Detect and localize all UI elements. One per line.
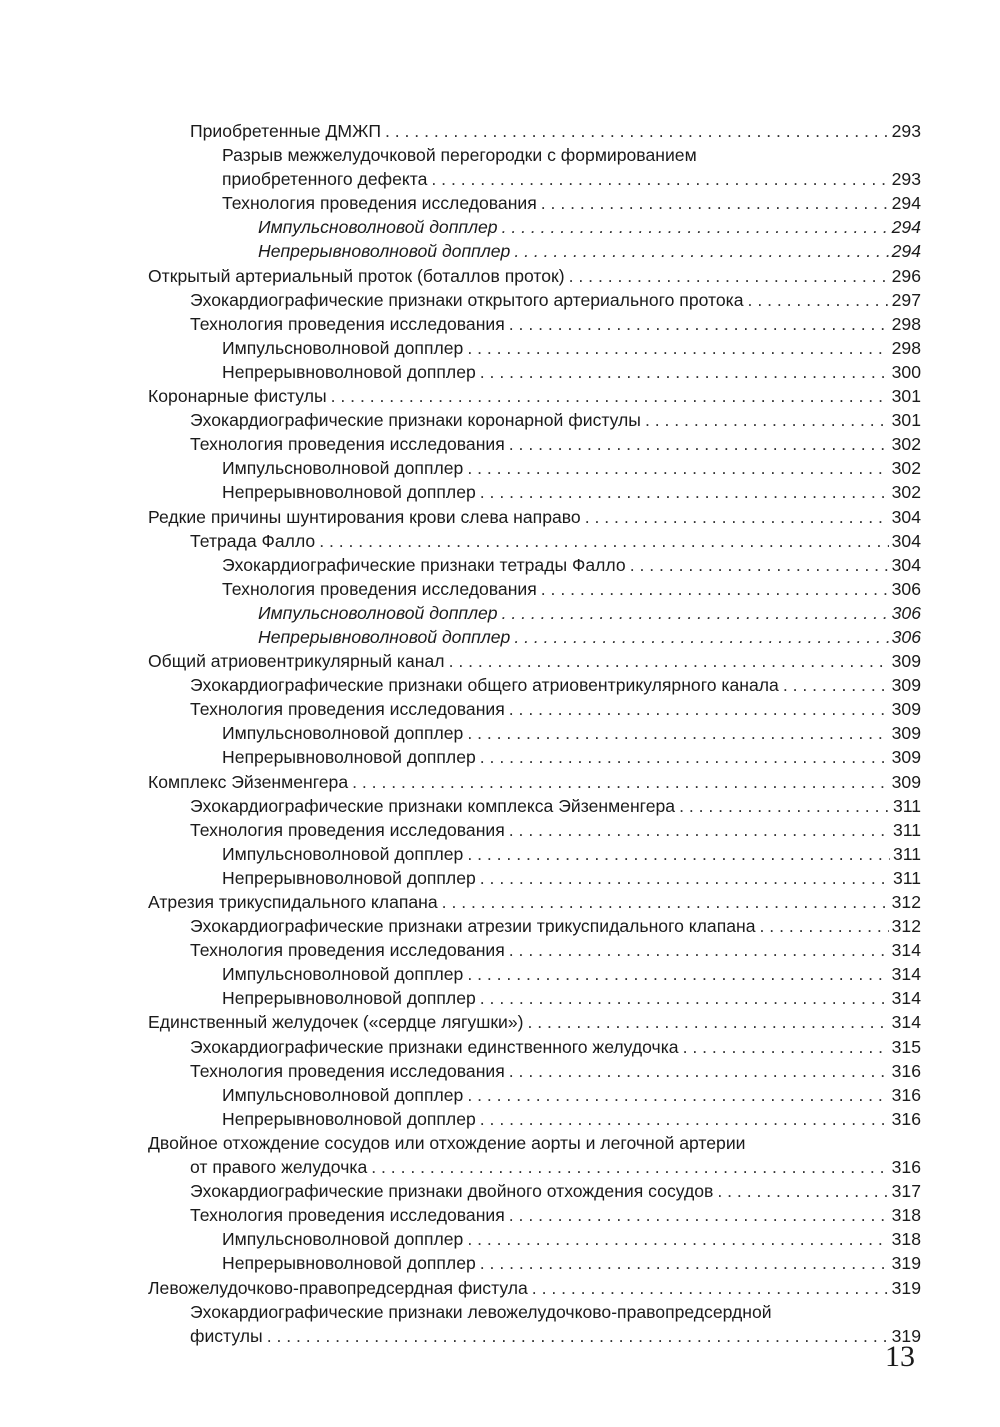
toc-entry-title: Импульсноволновой допплер xyxy=(222,337,464,358)
dot-leader xyxy=(467,456,888,480)
toc-entry-title: Эхокардиографические признаки общего атриовентрикулярного канала xyxy=(190,675,779,696)
toc-entry-page: 298 xyxy=(891,337,921,358)
toc-entry-page: 311 xyxy=(892,795,921,816)
dot-leader xyxy=(480,866,890,890)
toc-entry[interactable] xyxy=(148,480,921,504)
dot-leader xyxy=(509,697,889,721)
toc-entry[interactable] xyxy=(148,697,921,721)
toc-entry[interactable] xyxy=(148,1276,921,1300)
toc-entry-page: 300 xyxy=(891,361,921,382)
toc-entry[interactable] xyxy=(148,143,921,191)
dot-leader xyxy=(502,601,889,625)
toc-entry[interactable] xyxy=(148,770,921,794)
dot-leader xyxy=(480,745,889,769)
toc-entry-title: Непрерывноволновой допплер xyxy=(222,1253,476,1274)
toc-entry-title: Непрерывноволновой допплер xyxy=(222,1108,476,1129)
toc-entry-page: 301 xyxy=(891,410,921,431)
toc-entry[interactable] xyxy=(148,1203,921,1227)
toc-entry-page: 306 xyxy=(891,626,921,647)
toc-entry[interactable] xyxy=(148,1059,921,1083)
toc-entry-page: 316 xyxy=(891,1108,921,1129)
toc-entry-title: Комплекс Эйзенменгера xyxy=(148,771,349,792)
toc-entry-page: 311 xyxy=(892,843,921,864)
dot-leader xyxy=(467,721,888,745)
dot-leader xyxy=(319,529,888,553)
dot-leader xyxy=(449,649,889,673)
toc-entry-page: 312 xyxy=(891,892,921,912)
toc-entry[interactable] xyxy=(148,1227,921,1251)
toc-entry[interactable] xyxy=(148,119,921,143)
toc-entry-title: Коронарные фистулы xyxy=(148,386,327,407)
toc-entry-page: 293 xyxy=(891,169,921,190)
toc-entry-page: 317 xyxy=(891,1181,921,1202)
dot-leader xyxy=(509,1203,889,1227)
toc-entry-page: 297 xyxy=(891,289,921,310)
toc-entry-page: 319 xyxy=(891,1325,921,1346)
toc-entry[interactable] xyxy=(148,384,921,408)
toc-entry-page: 311 xyxy=(892,819,921,840)
toc-entry[interactable] xyxy=(148,721,921,745)
toc-entry-page: 315 xyxy=(891,1036,921,1057)
dot-leader xyxy=(480,1107,889,1131)
page-number: 13 xyxy=(885,1340,915,1373)
toc-entry-page: 319 xyxy=(891,1277,921,1298)
toc-entry-page: 318 xyxy=(891,1229,921,1250)
toc-entry-title: Эхокардиографические признаки открытого артериального протока xyxy=(190,289,744,310)
dot-leader xyxy=(509,1059,889,1083)
toc-entry-title: Редкие причины шунтирования крови слева направо xyxy=(148,506,581,527)
dot-leader xyxy=(585,505,889,529)
toc-entry[interactable] xyxy=(148,191,921,215)
toc-entry-page: 311 xyxy=(892,867,921,888)
toc-entry-page: 306 xyxy=(891,578,921,599)
toc-entry[interactable] xyxy=(148,914,921,938)
toc-entry[interactable] xyxy=(148,432,921,456)
dot-leader xyxy=(679,794,890,818)
toc-entry-title-line1: Двойное отхождение сосудов или отхождение аорты и легочной артерии xyxy=(148,1132,746,1153)
toc-entry-title: от правого желудочка xyxy=(190,1157,368,1178)
toc-entry-title: Импульсноволновой допплер xyxy=(258,217,498,238)
toc-entry-title: Непрерывноволновой допплер xyxy=(258,241,511,262)
toc-entry-title: приобретенного дефекта xyxy=(222,169,428,190)
toc-entry-title: Эхокардиографические признаки коронарной фистулы xyxy=(190,410,641,431)
toc-entry[interactable] xyxy=(148,577,921,601)
toc-entry-page: 318 xyxy=(891,1205,921,1226)
toc-entry-page: 294 xyxy=(891,217,921,238)
toc-entry-title: Импульсноволновой допплер xyxy=(222,964,464,985)
toc-entry-page: 309 xyxy=(891,747,921,768)
toc-entry[interactable] xyxy=(148,264,921,288)
toc-entry-title: Тетрада Фалло xyxy=(190,530,316,551)
dot-leader xyxy=(502,215,889,239)
toc-entry-title: Технология проведения исследования xyxy=(190,1060,505,1081)
dot-leader xyxy=(267,1324,889,1348)
toc-entry-title: Эхокардиографические признаки тетрады Фалло xyxy=(222,554,626,575)
toc-entry-title: Непрерывноволновой допплер xyxy=(222,482,476,503)
dot-leader xyxy=(480,1251,889,1275)
toc-entry-page: 294 xyxy=(891,241,921,262)
dot-leader xyxy=(467,842,890,866)
dot-leader xyxy=(480,360,889,384)
toc-entry-title: Технология проведения исследования xyxy=(190,819,505,840)
toc-entry-title: Атрезия трикуспидального клапана xyxy=(148,892,438,912)
toc-entry[interactable] xyxy=(148,1179,921,1203)
toc-entry-title: Импульсноволновой допплер xyxy=(222,1229,464,1250)
toc-entry[interactable] xyxy=(148,1035,921,1059)
toc-entry-page: 314 xyxy=(891,964,921,985)
toc-entry-page: 294 xyxy=(891,193,921,214)
toc-entry[interactable] xyxy=(148,1083,921,1107)
toc-entry-title: Непрерывноволновой допплер xyxy=(222,361,476,382)
toc-entry-title: Левожелудочково-правопредсердная фистула xyxy=(148,1277,528,1298)
toc-entry-page: 302 xyxy=(891,434,921,455)
toc-entry-title: Технология проведения исследования xyxy=(222,193,537,214)
toc-entry-title-line1: Эхокардиографические признаки левожелудочково-правопредсердной xyxy=(190,1301,772,1322)
dot-leader xyxy=(541,191,889,215)
toc-entry-title: Приобретенные ДМЖП xyxy=(190,121,381,141)
toc-entry-page: 298 xyxy=(891,313,921,334)
toc-entry[interactable] xyxy=(148,794,921,818)
dot-leader xyxy=(630,553,889,577)
toc-entry[interactable] xyxy=(148,505,921,529)
toc-entry-page: 304 xyxy=(891,506,921,527)
toc-entry-title: Технология проведения исследования xyxy=(190,1205,505,1226)
dot-leader xyxy=(509,818,890,842)
toc-entry-title: Импульсноволновой допплер xyxy=(222,723,464,744)
toc-entry-title: Импульсноволновой допплер xyxy=(258,602,498,623)
toc-entry-page: 314 xyxy=(891,940,921,961)
toc-entry[interactable] xyxy=(148,842,921,866)
toc-entry-title: фистулы xyxy=(190,1325,263,1346)
dot-leader xyxy=(514,239,888,263)
toc-entry[interactable] xyxy=(148,1300,921,1348)
toc-entry-title: Открытый артериальный проток (боталлов проток) xyxy=(148,265,565,286)
toc-entry[interactable] xyxy=(148,312,921,336)
toc-entry-page: 314 xyxy=(891,988,921,1009)
toc-entry-title: Непрерывноволновой допплер xyxy=(258,626,511,647)
toc-entry-title: Эхокардиографические признаки единственного желудочка xyxy=(190,1036,679,1057)
dot-leader xyxy=(331,384,889,408)
toc-entry[interactable] xyxy=(148,818,921,842)
toc-entry-title: Непрерывноволновой допплер xyxy=(222,747,476,768)
dot-leader xyxy=(748,288,889,312)
toc-entry[interactable] xyxy=(148,456,921,480)
toc-entry[interactable] xyxy=(148,601,921,625)
toc-entry-page: 316 xyxy=(891,1060,921,1081)
toc-entry-page: 309 xyxy=(891,675,921,696)
dot-leader xyxy=(467,336,888,360)
dot-leader xyxy=(509,312,889,336)
toc-entry-title: Единственный желудочек («сердце лягушки») xyxy=(148,1012,524,1033)
toc-entry[interactable] xyxy=(148,529,921,553)
toc-entry[interactable] xyxy=(148,673,921,697)
toc-entry-page: 312 xyxy=(891,916,921,937)
dot-leader xyxy=(509,938,889,962)
toc-entry-page: 304 xyxy=(891,554,921,575)
dot-leader xyxy=(480,986,889,1010)
toc-entry[interactable] xyxy=(148,625,921,649)
dot-leader xyxy=(480,480,889,504)
toc-entry[interactable] xyxy=(148,408,921,432)
toc-entry-title: Эхокардиографические признаки атрезии трикуспидального клапана xyxy=(190,916,756,937)
toc-entry-page: 309 xyxy=(891,723,921,744)
toc-entry[interactable] xyxy=(148,336,921,360)
toc-entry-title: Импульсноволновой допплер xyxy=(222,843,464,864)
dot-leader xyxy=(509,432,889,456)
dot-leader xyxy=(760,914,889,938)
dot-leader xyxy=(467,962,888,986)
dot-leader xyxy=(541,577,889,601)
toc-entry-page: 293 xyxy=(891,121,921,141)
toc-entry-page: 309 xyxy=(891,651,921,672)
toc-entry-title: Эхокардиографические признаки комплекса Эйзенменгера xyxy=(190,795,676,816)
dot-leader xyxy=(683,1035,889,1059)
toc-entry-title: Технология проведения исследования xyxy=(190,313,505,334)
toc-entry[interactable] xyxy=(148,745,921,769)
toc-entry[interactable] xyxy=(148,239,921,263)
toc-entry[interactable] xyxy=(148,288,921,312)
dot-leader xyxy=(442,890,889,914)
toc-entry-title: Эхокардиографические признаки двойного отхождения сосудов xyxy=(190,1181,714,1202)
toc-entry[interactable] xyxy=(148,938,921,962)
toc-entry-title-line1: Разрыв межжелудочковой перегородки с формированием xyxy=(222,145,697,166)
toc-entry[interactable] xyxy=(148,360,921,384)
toc-entry-page: 304 xyxy=(891,530,921,551)
toc-entry-title: Технология проведения исследования xyxy=(222,578,537,599)
toc-entry-title: Импульсноволновой допплер xyxy=(222,1084,464,1105)
dot-leader xyxy=(717,1179,888,1203)
dot-leader xyxy=(645,408,889,432)
toc-entry-title: Общий атриовентрикулярный канал xyxy=(148,651,445,672)
toc-entry[interactable] xyxy=(148,1131,921,1179)
toc-entry-title: Импульсноволновой допплер xyxy=(222,458,464,479)
toc-entry-page: 306 xyxy=(891,602,921,623)
toc-entry-page: 314 xyxy=(891,1012,921,1033)
dot-leader xyxy=(532,1276,889,1300)
toc-entry-page: 319 xyxy=(891,1253,921,1274)
dot-leader xyxy=(467,1227,888,1251)
toc-entry[interactable] xyxy=(148,1107,921,1131)
toc-entry-page: 309 xyxy=(891,699,921,720)
dot-leader xyxy=(431,167,888,191)
toc-entry-page: 296 xyxy=(891,265,921,286)
dot-leader xyxy=(352,770,889,794)
toc-entry-title: Технология проведения исследования xyxy=(190,699,505,720)
toc-entry[interactable] xyxy=(148,553,921,577)
toc-entry[interactable] xyxy=(148,1251,921,1275)
toc-entry[interactable] xyxy=(148,986,921,1010)
dot-leader xyxy=(371,1155,888,1179)
dot-leader xyxy=(528,1010,889,1034)
toc-entry-page: 301 xyxy=(891,386,921,407)
toc-entry-page: 309 xyxy=(891,771,921,792)
toc-entry-page: 302 xyxy=(891,482,921,503)
toc-entry[interactable] xyxy=(148,866,921,890)
toc-entry-title: Технология проведения исследования xyxy=(190,434,505,455)
dot-leader xyxy=(385,119,889,143)
toc-entry[interactable] xyxy=(148,1010,921,1034)
dot-leader xyxy=(467,1083,888,1107)
dot-leader xyxy=(514,625,888,649)
dot-leader xyxy=(783,673,889,697)
toc-entry-page: 316 xyxy=(891,1157,921,1178)
toc-entry-title: Технология проведения исследования xyxy=(190,940,505,961)
toc-entry-title: Непрерывноволновой допплер xyxy=(222,867,476,888)
dot-leader xyxy=(569,264,889,288)
toc-entry[interactable] xyxy=(148,890,921,914)
toc-entry-page: 316 xyxy=(891,1084,921,1105)
toc-entry-page: 302 xyxy=(891,458,921,479)
toc-entry-title: Непрерывноволновой допплер xyxy=(222,988,476,1009)
toc-entry[interactable] xyxy=(148,962,921,986)
toc-entry[interactable] xyxy=(148,649,921,673)
toc-entry[interactable] xyxy=(148,215,921,239)
table-of-contents xyxy=(148,119,921,1348)
